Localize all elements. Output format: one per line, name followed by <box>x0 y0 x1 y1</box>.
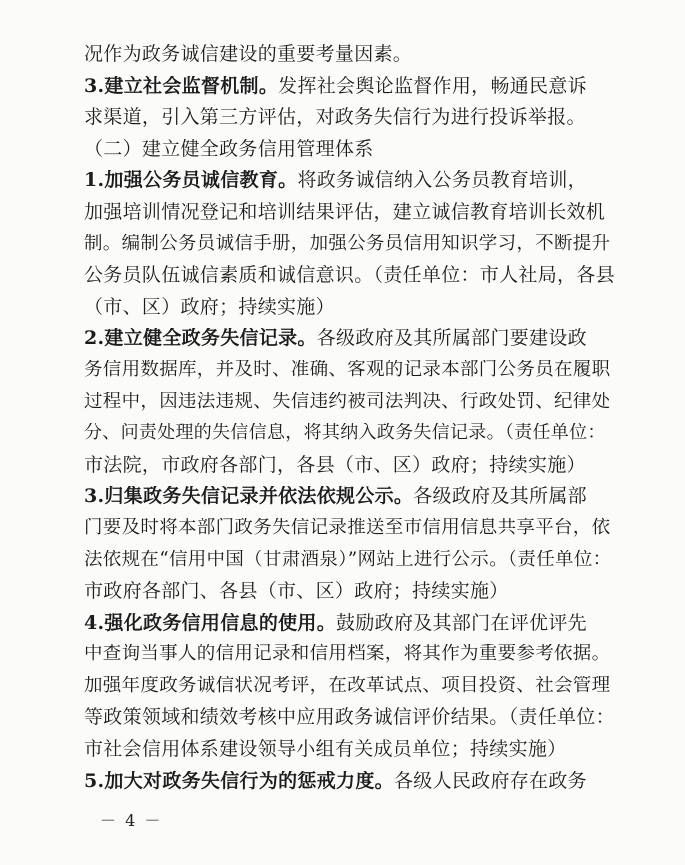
text-line <box>84 107 616 127</box>
text-run: 况作为政务诚信建设的重要考量因素。 <box>84 44 413 64</box>
text-line <box>84 455 616 475</box>
text-line <box>84 486 616 506</box>
text-line <box>84 202 616 222</box>
text-line <box>84 297 616 317</box>
text-line <box>84 644 616 664</box>
text-run: 求渠道，引入第三方评估，对政务失信行为进行投诉举报。 <box>84 107 586 128</box>
text-run: 市政府各部门、各县（市、区）政府；持续实施） <box>84 581 509 602</box>
text-line <box>84 423 616 443</box>
item-heading: 4.强化政务信用信息的使用。 <box>84 612 337 633</box>
text-run: 各级政府及其所属部 <box>413 486 587 507</box>
text-run: 各级人民政府存在政务 <box>393 770 587 791</box>
text-line <box>84 44 616 64</box>
item-heading: 3.建立社会监督机制。 <box>84 75 279 96</box>
item-heading: 2.建立健全政务失信记录。 <box>84 328 317 349</box>
text-line <box>84 707 616 727</box>
text-run: 市社会信用体系建设领导小组有关成员单位；持续实施） <box>84 739 567 760</box>
text-run: （市、区）政府；持续实施） <box>84 296 335 317</box>
text-run: 制。编制公务员诚信手册，加强公务员信用知识学习，不断提升 <box>84 233 611 254</box>
page-number: － 4 － <box>100 811 163 830</box>
text-run: 发挥社会舆论监督作用，畅通民意诉 <box>278 75 587 96</box>
text-run: 分、问责处理的失信信息，将其纳入政务失信记录。（责任单位： <box>84 423 606 444</box>
body-text <box>84 44 616 791</box>
text-line <box>84 76 616 96</box>
text-line <box>84 170 616 190</box>
text-run: 等政策领域和绩效考核中应用政务诚信评价结果。（责任单位： <box>84 707 615 728</box>
text-line <box>84 328 616 348</box>
text-line <box>84 676 616 696</box>
text-line <box>84 234 616 254</box>
text-run: 加强年度政务诚信状况考评，在改革试点、项目投资、社会管理 <box>84 675 611 696</box>
text-line <box>84 265 616 285</box>
text-line <box>84 739 616 759</box>
text-run: 门要及时将本部门政务失信记录推送至市信用信息共享平台，依 <box>84 517 611 538</box>
section-heading <box>84 139 616 159</box>
text-line <box>84 613 616 633</box>
text-line <box>84 581 616 601</box>
text-run: 法依规在“信用中国（甘肃酒泉）”网站上进行公示。（责任单位： <box>84 549 612 570</box>
item-heading: 1.加强公务员诚信教育。 <box>84 170 298 191</box>
item-heading: 3.归集政务失信记录并依法依规公示。 <box>84 486 414 507</box>
text-line <box>84 550 616 570</box>
text-line <box>84 392 616 412</box>
text-line <box>84 360 616 380</box>
text-run: 公务员队伍诚信素质和诚信意识。（责任单位：市人社局，各县 <box>84 265 615 286</box>
text-run: 加强培训情况登记和培训结果评估，建立诚信教育培训长效机 <box>84 201 606 222</box>
text-run: 市法院，市政府各部门，各县（市、区）政府；持续实施） <box>84 454 586 475</box>
text-run: （二）建立健全政务信用管理体系 <box>84 138 374 159</box>
text-run: 将政务诚信纳入公务员教育培训， <box>297 170 587 191</box>
text-run: 务信用数据库，并及时、准确、客观的记录本部门公务员在履职 <box>84 359 611 380</box>
text-run: 过程中，因违法违规、失信违约被司法判决、行政处罚、纪律处 <box>84 391 611 412</box>
text-line <box>84 771 616 791</box>
text-run: 中查询当事人的信用记录和信用档案，将其作为重要参考依据。 <box>84 644 611 665</box>
text-line <box>84 518 616 538</box>
item-heading: 5.加大对政务失信行为的惩戒力度。 <box>84 770 394 791</box>
text-run: 鼓励政府及其部门在评优评先 <box>336 612 587 633</box>
text-run: 各级政府及其所属部门要建设政 <box>316 328 587 349</box>
